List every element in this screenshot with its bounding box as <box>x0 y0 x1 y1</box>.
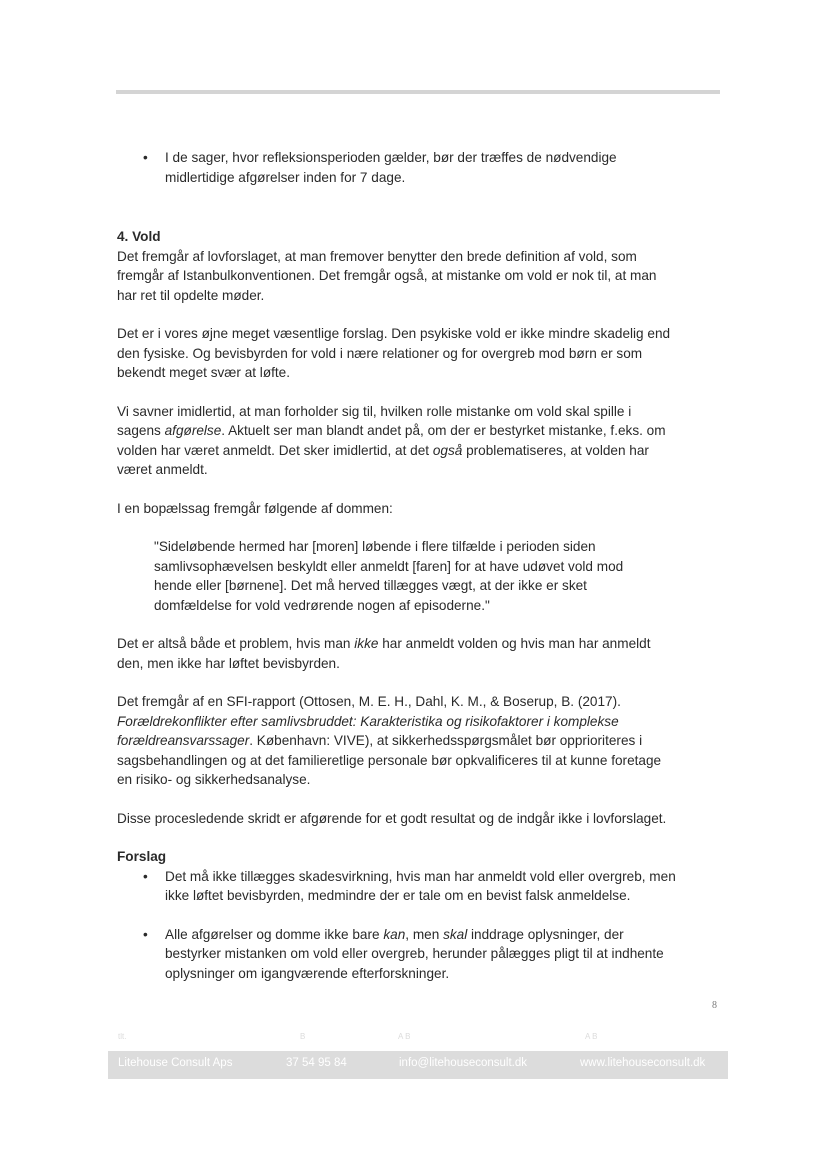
bullet-dot-icon: • <box>143 926 148 942</box>
paragraph-problem: Det er altså både et problem, hvis man ikke har anmeldt volden og hvis man har anmeldt den, men ikke har løftet bevisbyrden. <box>117 636 651 671</box>
bullet-line: Alle afgørelser og domme ikke bare kan, men skal inddrage oplysninger, der <box>165 926 624 942</box>
bullet-item-reflection-period <box>117 148 721 187</box>
section-heading-forslag: Forslag <box>117 849 167 864</box>
proposal-bullet-1 <box>117 867 721 906</box>
paragraph-significance: Det er i vores øjne meget væsentlige forslag. Den psykiske vold er ikke mindre skadelig end den fysiske. Og bevisbyrden for vold i nære relationer og for overgreb mod børn er som bekendt meget svær at løfte. <box>117 326 671 380</box>
proposal-bullet-2 <box>117 925 721 984</box>
bullet-line: ikke løftet bevisbyrden, medmindre der er tale om en bevist falsk anmeldelse. <box>165 888 631 903</box>
paragraph-sfi-report: Det fremgår af en SFI-rapport (Ottosen, M. E. H., Dahl, K. M., & Boserup, B. (2017). Forældrekonflikter efter samlivsbruddet: Karakteristika og risikofaktorer i komplekse forældreansvarssager. København: VIVE), at sikkerhedsspørgsmålet bør opprioriteres i sagsbehandlingen og at det familieretlige personale bør opkvalificeres til at kunne foretage en risiko- og sikkerhedsanalyse. <box>117 694 662 787</box>
paragraph-process-steps: Disse procesledende skridt er afgørende for et godt resultat og de indgår ikke i lovforslaget. <box>117 810 667 826</box>
bullet-line: Det må ikke tillægges skadesvirkning, hvis man har anmeldt vold eller overgreb, men <box>165 868 676 884</box>
footer-faint-label: A B <box>398 1032 411 1041</box>
bullet-line: I de sager, hvor refleksionsperioden gælder, bør der træffes de nødvendige <box>165 150 617 165</box>
bullet-line: bestyrker mistanken om vold eller overgreb, herunder pålægges pligt til at indhente <box>165 946 664 961</box>
bullet-dot-icon: • <box>143 868 148 884</box>
footer-faint-label: A B <box>585 1032 598 1041</box>
paragraph-case-intro: I en bopælssag fremgår følgende af dommen: <box>117 500 393 516</box>
footer-website-link[interactable]: www.litehouseconsult.dk <box>580 1057 706 1069</box>
court-quote: "Sideløbende hermed har [moren] løbende i flere tilfælde i perioden siden samlivsophævelsen beskyldt eller anmeldt [faren] for at have udøvet vold mod hende eller [børnene]. Det må herved tillægges vægt, at der ikke er sket domfældelse for vold vedrørende nogen af episoderne." <box>154 539 624 613</box>
bullet-line: midlertidige afgørelser inden for 7 dage. <box>165 169 406 185</box>
footer-company: Litehouse Consult Aps <box>118 1057 233 1069</box>
paragraph-definition: Det fremgår af lovforslaget, at man fremover benytter den brede definition af vold, som fremgår af Istanbulkonventionen. Det fremgår også, at mistanke om vold er nok til, at man har ret til opdelte møder. <box>117 248 657 303</box>
footer-faint-label: tlt. <box>118 1032 127 1041</box>
footer-email-link[interactable]: info@litehouseconsult.dk <box>399 1057 528 1069</box>
paragraph-suspicion-role: Vi savner imidlertid, at man forholder sig til, hvilken rolle mistanke om vold skal spille i sagens afgørelse. Aktuelt ser man blandt andet på, om der er bestyrket mistanke, f.eks. om volden har været anmeldt. Det sker imidlertid, at det også problematiseres, at volden har været anmeldt. <box>117 403 666 477</box>
bullet-line: oplysninger om igangværende efterforskninger. <box>165 965 450 981</box>
footer-faint-label: B <box>300 1032 306 1041</box>
page-number: 8 <box>712 1000 717 1011</box>
header-rule <box>116 90 720 94</box>
footer-phone: 37 54 95 84 <box>286 1057 347 1069</box>
section-heading-vold: 4. Vold <box>117 229 161 244</box>
page-body <box>117 148 721 983</box>
bullet-dot-icon: • <box>143 150 148 165</box>
footer-bar <box>108 1051 728 1079</box>
